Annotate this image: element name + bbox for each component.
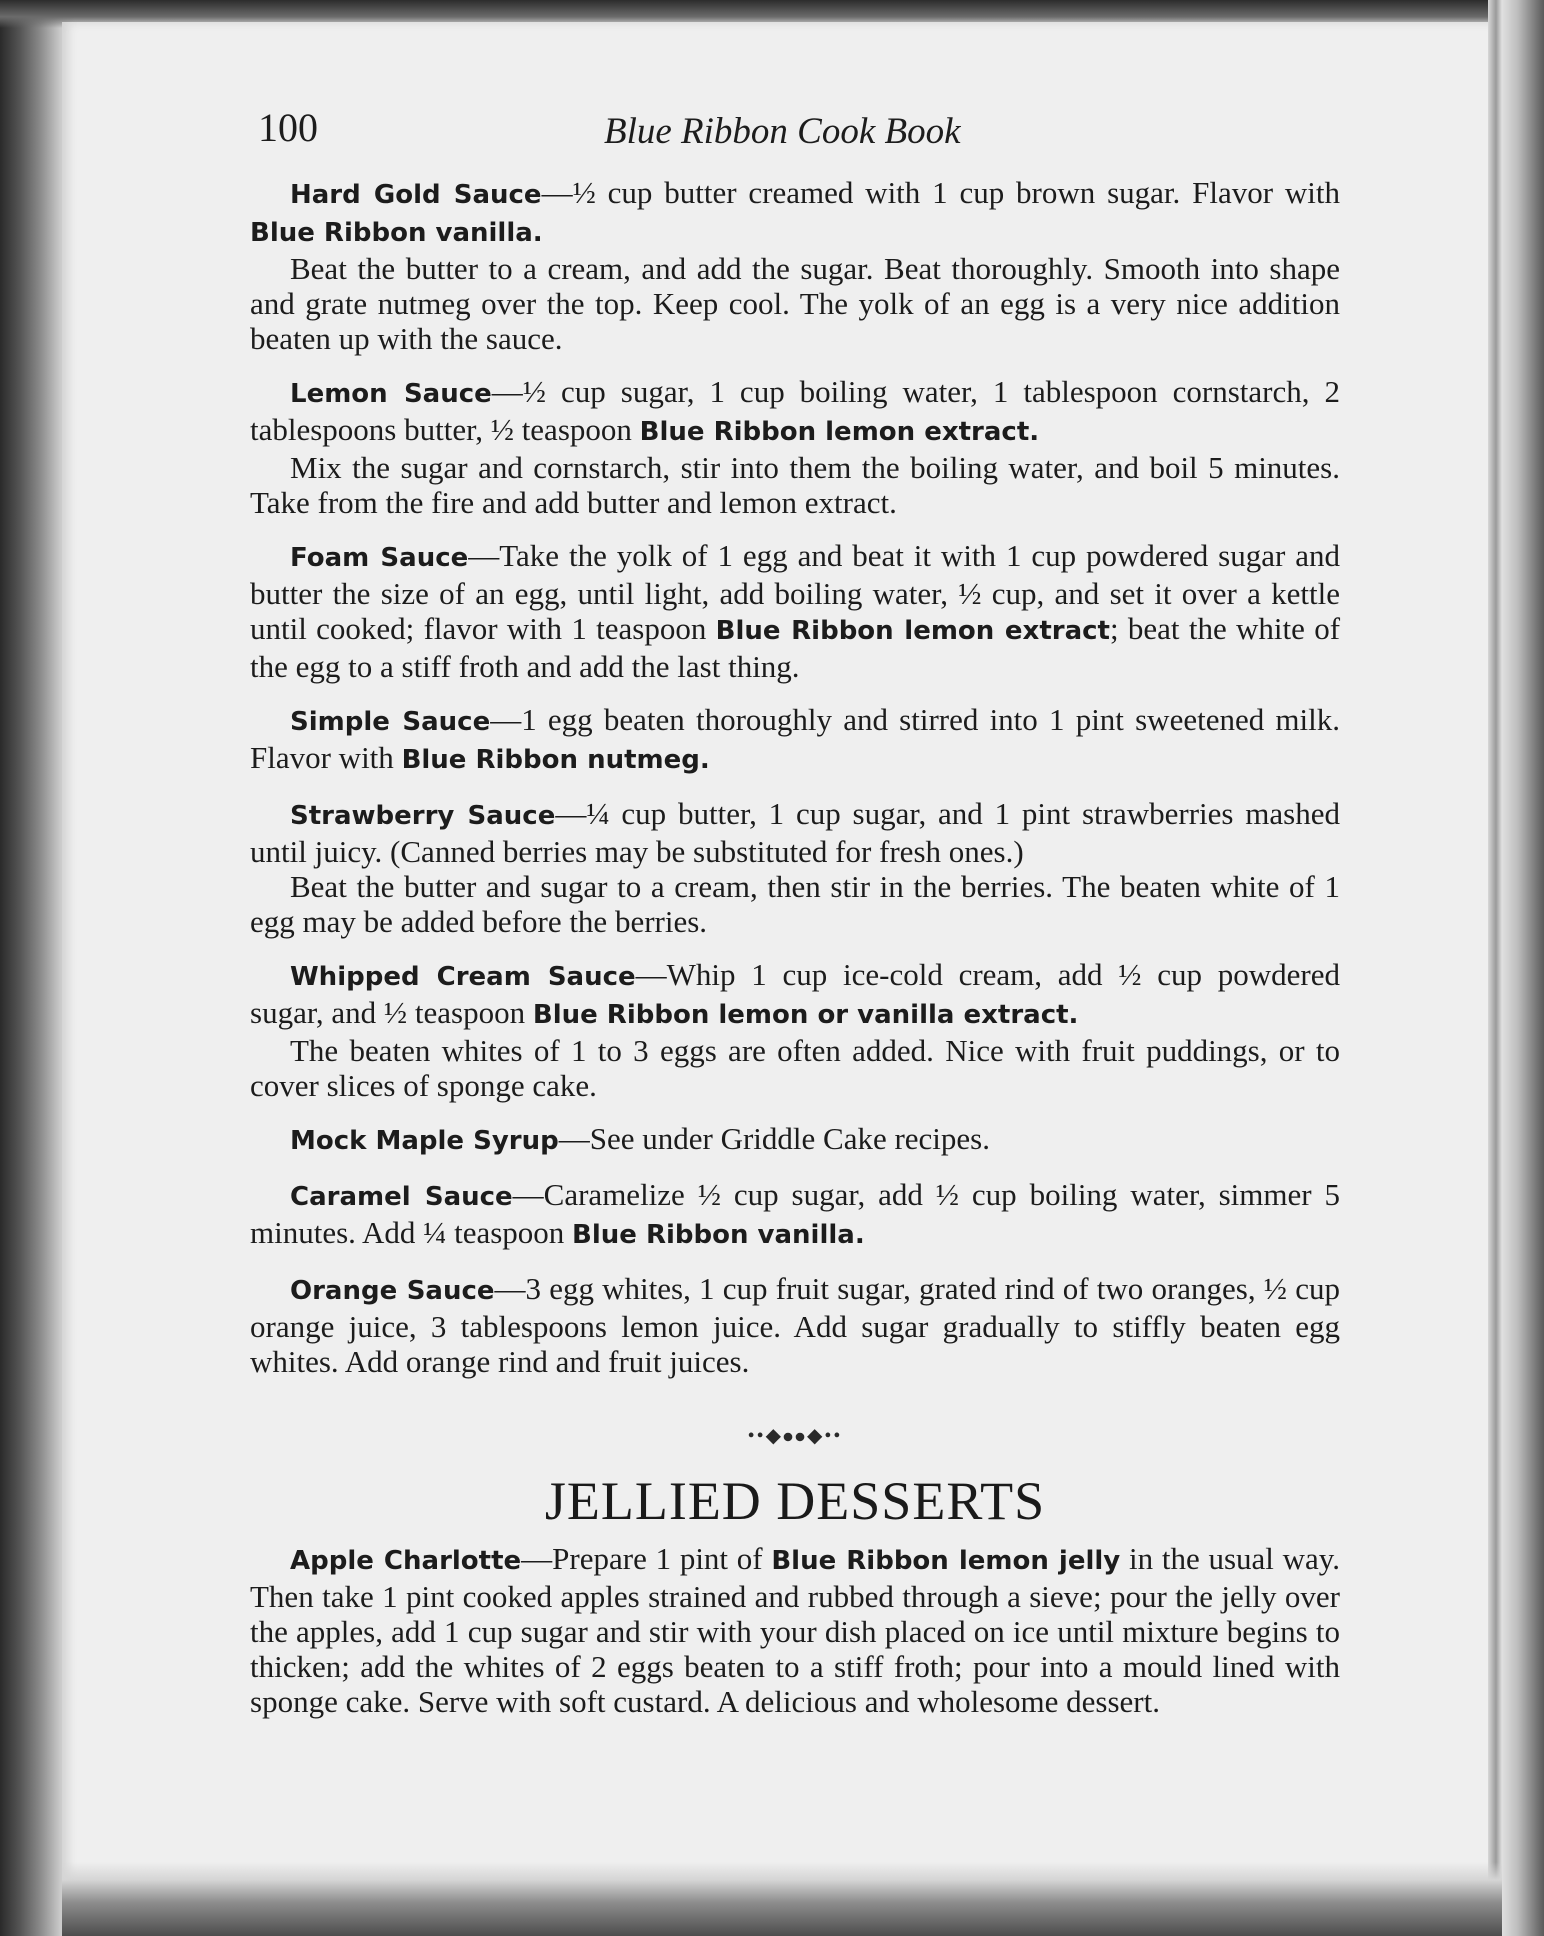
recipe-title: Whipped Cream Sauce bbox=[290, 962, 636, 992]
page-header bbox=[258, 96, 1348, 166]
recipe-strawberry-sauce bbox=[250, 796, 1340, 869]
recipe-text: —Caramelize ½ cup sugar, add ½ cup boiling water, simmer 5 minutes. Add ¼ teaspoon bbox=[250, 1177, 1340, 1250]
recipe-title: Lemon Sauce bbox=[290, 379, 492, 409]
recipe-directions: Beat the butter to a cream, and add the sugar. Beat thoroughly. Smooth into shape and grate nutmeg over the top. Keep cool. The yolk of an egg is a very nice addition beaten up with the sauce. bbox=[250, 251, 1340, 356]
recipe-orange-sauce bbox=[250, 1271, 1340, 1379]
product-name: Blue Ribbon lemon or vanilla extract. bbox=[532, 1000, 1079, 1030]
recipe-title: Caramel Sauce bbox=[290, 1182, 513, 1212]
recipe-text: —Prepare 1 pint of bbox=[521, 1541, 772, 1576]
recipe-title: Orange Sauce bbox=[290, 1276, 495, 1306]
recipe-directions: Mix the sugar and cornstarch, stir into them the boiling water, and boil 5 minutes. Take from the fire and add butter and lemon extract. bbox=[250, 450, 1340, 520]
recipe-text: —3 egg whites, 1 cup fruit sugar, grated rind of two oranges, ½ cup orange juice, 3 tablespoons lemon juice. Add sugar gradually to stiffly beaten egg whites. Add orange rind and fruit juices. bbox=[250, 1271, 1340, 1379]
section-heading: JELLIED DESSERTS bbox=[544, 1471, 1046, 1531]
recipe-text: —½ cup butter creamed with 1 cup brown sugar. Flavor with bbox=[541, 175, 1340, 210]
recipe-directions: The beaten whites of 1 to 3 eggs are often added. Nice with fruit puddings, or to cover slices of sponge cake. bbox=[250, 1033, 1340, 1103]
product-name: Blue Ribbon lemon jelly bbox=[771, 1546, 1121, 1576]
product-name: Blue Ribbon lemon extract bbox=[715, 616, 1110, 646]
recipe-title: Hard Gold Sauce bbox=[290, 180, 542, 210]
product-name: Blue Ribbon lemon extract. bbox=[639, 417, 1040, 447]
recipe-whipped-cream-sauce bbox=[250, 957, 1340, 1033]
product-name: Blue Ribbon vanilla. bbox=[572, 1220, 865, 1250]
ornament-divider: ••◆⦁⦁◆•• bbox=[747, 1425, 843, 1447]
recipe-lemon-sauce bbox=[250, 374, 1340, 450]
recipe-title: Apple Charlotte bbox=[290, 1546, 522, 1576]
recipe-text: —Take the yolk of 1 egg and beat it with 1 cup powdered sugar and butter the size of an egg, until light, add boiling water, ½ cup, and set it over a kettle until cooked; flavor with 1 teaspoon bbox=[250, 538, 1340, 646]
recipe-caramel-sauce bbox=[250, 1177, 1340, 1253]
recipe-simple-sauce bbox=[250, 702, 1340, 778]
recipe-mock-maple-syrup bbox=[250, 1121, 1340, 1159]
recipe-title: Strawberry Sauce bbox=[290, 801, 556, 831]
recipe-text: —½ cup sugar, 1 cup boiling water, 1 tablespoon cornstarch, 2 tablespoons butter, ½ teaspoon bbox=[250, 374, 1340, 447]
recipe-title: Foam Sauce bbox=[290, 543, 469, 573]
recipe-text: —¼ cup butter, 1 cup sugar, and 1 pint strawberries mashed until juicy. (Canned berries may be substituted for fresh ones.) bbox=[250, 796, 1340, 869]
product-name: Blue Ribbon vanilla. bbox=[250, 218, 543, 248]
recipe-hard-gold-sauce bbox=[250, 175, 1340, 251]
recipe-text: —Whip 1 cup ice-cold cream, add ½ cup powdered sugar, and ½ teaspoon bbox=[250, 957, 1341, 1030]
product-name: Blue Ribbon nutmeg. bbox=[401, 745, 710, 775]
recipe-text: —1 egg beaten thoroughly and stirred into 1 pint sweetened milk. Flavor with bbox=[250, 702, 1341, 775]
page-edges-right bbox=[1488, 0, 1544, 1936]
page-content bbox=[250, 175, 1340, 1719]
page-edges-bottom bbox=[62, 1862, 1502, 1936]
recipe-text: ; beat the white of the egg to a stiff froth and add the last thing. bbox=[250, 611, 1341, 684]
recipe-text: in the usual way. Then take 1 pint cooked apples strained and rubbed through a sieve; pour the jelly over the apples, add 1 cup sugar and stir with your dish placed on ice until mixture begins to thicken; add the whites of 2 eggs beaten to a stiff froth; pour into a mould lined with sponge cake. Serve with soft custard. A delicious and wholesome dessert. bbox=[250, 1541, 1341, 1719]
recipe-apple-charlotte bbox=[250, 1541, 1340, 1719]
recipe-title: Mock Maple Syrup bbox=[290, 1126, 559, 1156]
recipe-directions: Beat the butter and sugar to a cream, then stir in the berries. The beaten white of 1 egg may be added before the berries. bbox=[250, 869, 1340, 939]
recipe-foam-sauce bbox=[250, 538, 1340, 684]
page-number: 100 bbox=[258, 105, 318, 150]
running-title: Blue Ribbon Cook Book bbox=[604, 111, 961, 152]
recipe-text: —See under Griddle Cake recipes. bbox=[558, 1121, 990, 1156]
recipe-title: Simple Sauce bbox=[290, 707, 491, 737]
